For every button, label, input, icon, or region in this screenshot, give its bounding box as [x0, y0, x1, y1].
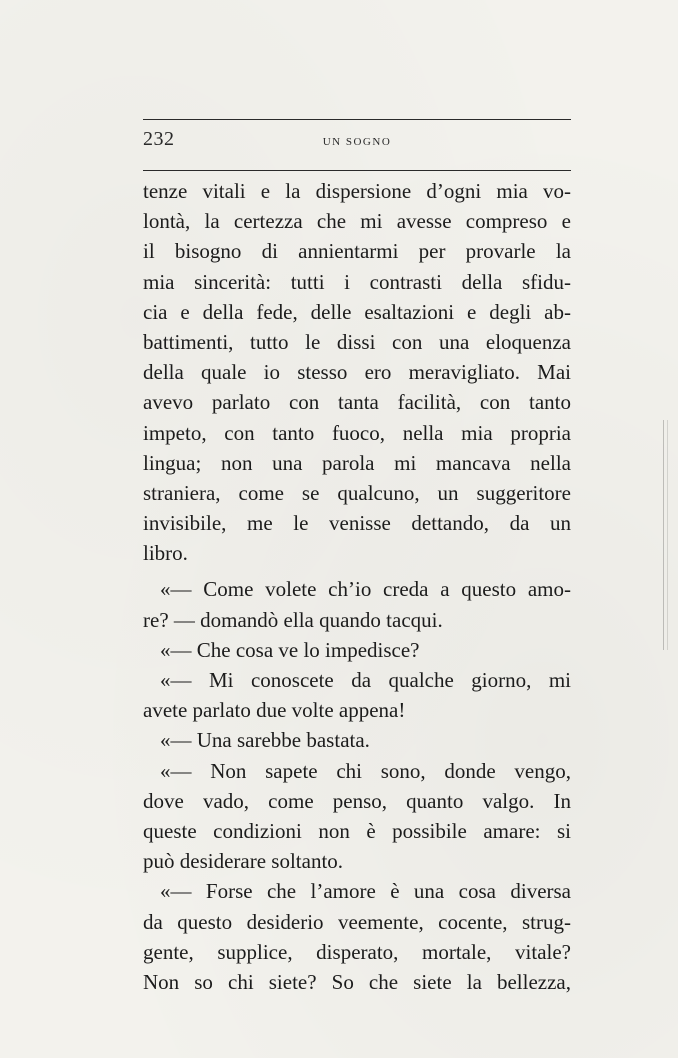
dialogue-line: «— Non sapete chi sono, donde vengo, [160, 758, 571, 783]
text-line: gente, supplice, disperato, mortale, vitale? [143, 939, 571, 964]
text-line: queste condizioni non è possibile amare: si [143, 818, 571, 843]
dialogue-line: «— Forse che l’amore è una cosa diversa [160, 879, 571, 904]
dialogue-line: «— Mi conoscete da qualche giorno, mi [160, 668, 571, 692]
text-line: lontà, la certezza che mi avesse compreso e [143, 209, 571, 234]
page-edge-shadow [663, 420, 668, 650]
text-line: cia e della fede, delle esaltazioni e degli ab- [143, 299, 571, 324]
text-line: della quale io stesso ero meravigliato. Mai [143, 360, 571, 385]
text-line: impeto, con tanto fuoco, nella mia propria [143, 420, 571, 445]
text-line: straniera, come se qualcuno, un suggeritore [143, 480, 571, 505]
text-line: avete parlato due volte appena! [143, 698, 406, 723]
body-text [143, 176, 571, 997]
text-line: Non so chi siete? So che siete la bellezza, [143, 969, 571, 994]
text-line: battimenti, tutto le dissi con una eloquenza [143, 329, 571, 354]
text-line: da questo desiderio veemente, cocente, strug- [143, 909, 571, 934]
text-line: avevo parlato con tanta facilità, con tanto [143, 390, 571, 415]
dialogue-line: «— Una sarebbe bastata. [160, 728, 370, 753]
text-line: lingua; non una parola mi mancava nella [143, 450, 571, 475]
running-title: UN SOGNO [322, 136, 392, 148]
text-line: il bisogno di annientarmi per provarle la [143, 239, 571, 264]
text-line: libro. [143, 541, 188, 566]
text-line: mia sincerità: tutti i contrasti della sfidu- [143, 269, 571, 294]
dialogue-line: «— Come volete ch’io creda a questo amo- [160, 577, 571, 602]
header-rule-bottom [143, 170, 571, 171]
page-number: 232 [143, 128, 175, 150]
header-rule-top [143, 119, 571, 120]
text-line: può desiderare soltanto. [143, 849, 344, 874]
text-line: re? — domandò ella quando tacqui. [143, 607, 443, 632]
text-line: dove vado, come penso, quanto valgo. In [143, 788, 571, 813]
text-line: tenze vitali e la dispersione d’ogni mia vo- [143, 179, 571, 203]
text-line: invisibile, me le venisse dettando, da un [143, 511, 571, 536]
dialogue-line: «— Che cosa ve lo impedisce? [160, 637, 420, 662]
